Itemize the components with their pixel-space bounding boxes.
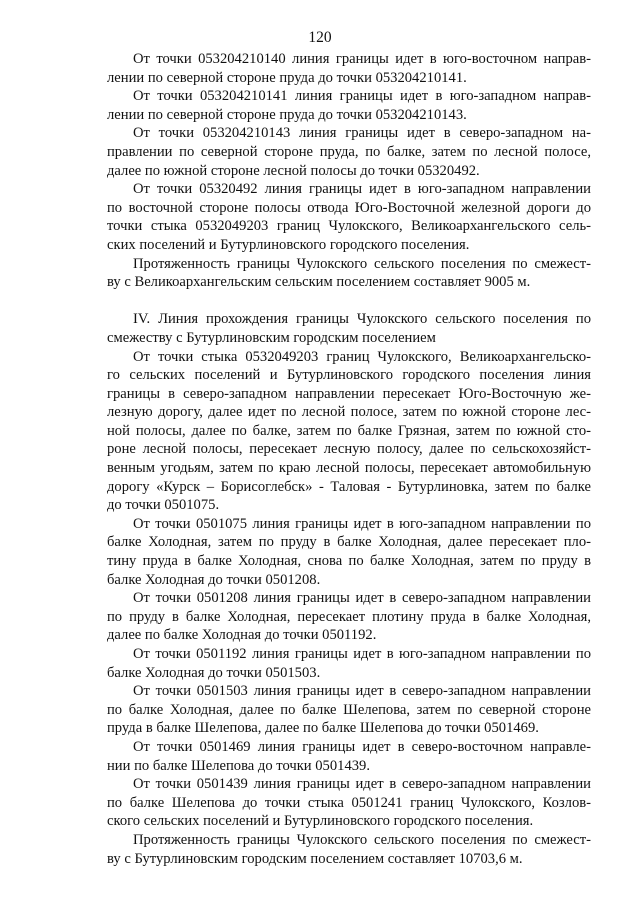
text-line: правлении по северной стороне пруда, по балке, затем по лесной полосе, xyxy=(107,143,591,160)
text-line: дорогу «Курск – Борисоглебск» - Таловая - Бутурлиновка, затем по балке xyxy=(107,478,591,495)
text-line: балке Холодная до точки 0501503. xyxy=(107,664,321,681)
paragraph xyxy=(107,682,591,738)
text-line: границы в северо-западном направлении пересекает Юго-Восточную же- xyxy=(107,385,591,402)
paragraph xyxy=(107,589,591,645)
text-line: От точки 0501503 линия границы идет в северо-западном направлении xyxy=(133,683,591,700)
text-line: пруда в балке Шелепова, далее по балке Шелепова до точки 0501469. xyxy=(107,720,539,737)
text-line: по пруду в балке Холодная, пересекает плотину пруда в балке Холодная, xyxy=(107,608,591,625)
section-spacer xyxy=(107,292,591,311)
paragraph xyxy=(107,87,591,124)
paragraph xyxy=(107,831,591,868)
text-line: Протяженность границы Чулокского сельского поселения по смежест- xyxy=(133,831,591,848)
paragraph xyxy=(107,645,591,682)
section-4-body xyxy=(107,348,591,869)
text-line: От точки 0501469 линия границы идет в северо-восточном направле- xyxy=(133,738,591,755)
text-line: ских поселений и Бутурлиновского городского поселения. xyxy=(107,236,470,253)
document-body xyxy=(107,50,591,868)
paragraph xyxy=(107,738,591,775)
text-line: От точки стыка 0532049203 границ Чулокского, Великоархангельско- xyxy=(133,348,591,365)
page-number: 120 xyxy=(308,29,332,46)
heading-line: смежеству с Бутурлиновским городским поселением xyxy=(107,329,436,346)
text-line: по балке Холодная, далее по балке Шелепова, затем по северной стороне xyxy=(107,701,591,718)
paragraph xyxy=(107,255,591,292)
section-4-heading xyxy=(107,310,591,347)
text-line: балке Холодная до точки 0501208. xyxy=(107,571,321,588)
text-line: лезную дорогу, далее идет по лесной полосе, затем по южной стороне лес- xyxy=(107,404,591,421)
text-line: От точки 0501192 линия границы идет в юго-западном направлении по xyxy=(133,646,591,662)
text-line: От точки 0501208 линия границы идет в северо-западном направлении xyxy=(133,590,591,607)
text-line: роне лесной полосы, пересекает лесную полосу, далее по сельскохозяйст- xyxy=(107,441,591,458)
text-line: От точки 05320492 линия границы идет в юго-западном направлении xyxy=(133,181,591,198)
text-line: Протяженность границы Чулокского сельского поселения по смежест- xyxy=(133,255,591,272)
paragraph xyxy=(107,124,591,180)
paragraph xyxy=(107,50,591,87)
text-line: нии по балке Шелепова до точки 0501439. xyxy=(107,757,370,774)
paragraph xyxy=(107,180,591,254)
text-line: венным угодьям, затем по краю лесной полосы, пересекает автомобильную xyxy=(107,460,591,477)
text-line: по балке Шелепова до точки стыка 0501241 границ Чулокского, Козлов- xyxy=(107,794,591,811)
text-line: ной полосы, далее по балке, затем по балке Грязная, затем по южной сто- xyxy=(107,422,591,439)
text-line: От точки 053204210141 линия границы идет в юго-западном направ- xyxy=(133,88,591,105)
section-3-continuation xyxy=(107,50,591,292)
text-line: тину пруда в балке Холодная, снова по балке Холодная, затем по пруду в xyxy=(107,553,591,570)
text-line: ву с Бутурлиновским городским поселением составляет 10703,6 м. xyxy=(107,850,523,867)
paragraph xyxy=(107,775,591,831)
text-line: го сельских поселений и Бутурлиновского городского поселения линия xyxy=(107,367,591,384)
text-line: далее по балке Холодная до точки 0501192. xyxy=(107,627,377,644)
text-line: лении по северной стороне пруда до точки 053204210141. xyxy=(107,69,467,86)
text-line: От точки 053204210143 линия границы идет в северо-западном на- xyxy=(133,125,591,142)
text-line: ского сельских поселений и Бутурлиновского городского поселения. xyxy=(107,813,534,830)
text-line: От точки 0501439 линия границы идет в северо-западном направлении xyxy=(133,776,591,793)
text-line: От точки 0501075 линия границы идет в юго-западном направлении по xyxy=(133,515,591,532)
paragraph xyxy=(107,348,591,515)
text-line: лении по северной стороне пруда до точки 053204210143. xyxy=(107,106,467,123)
text-line: точки стыка 0532049203 границ Чулокского, Великоархангельского сель- xyxy=(107,218,591,235)
paragraph xyxy=(107,515,591,589)
text-line: далее по южной стороне лесной полосы до точки 05320492. xyxy=(107,162,480,179)
text-line: балке Холодная, затем по пруду в балке Холодная, далее пересекает пло- xyxy=(107,534,591,551)
text-line: до точки 0501075. xyxy=(107,497,220,514)
text-line: От точки 053204210140 линия границы идет в юго-восточном направ- xyxy=(133,51,591,67)
heading-line: IV. Линия прохождения границы Чулокского сельского поселения по xyxy=(133,311,591,328)
text-line: по восточной стороне полосы отвода Юго-Восточной железной дороги до xyxy=(107,199,591,216)
text-line: ву с Великоархангельским сельским поселением составляет 9005 м. xyxy=(107,274,531,291)
